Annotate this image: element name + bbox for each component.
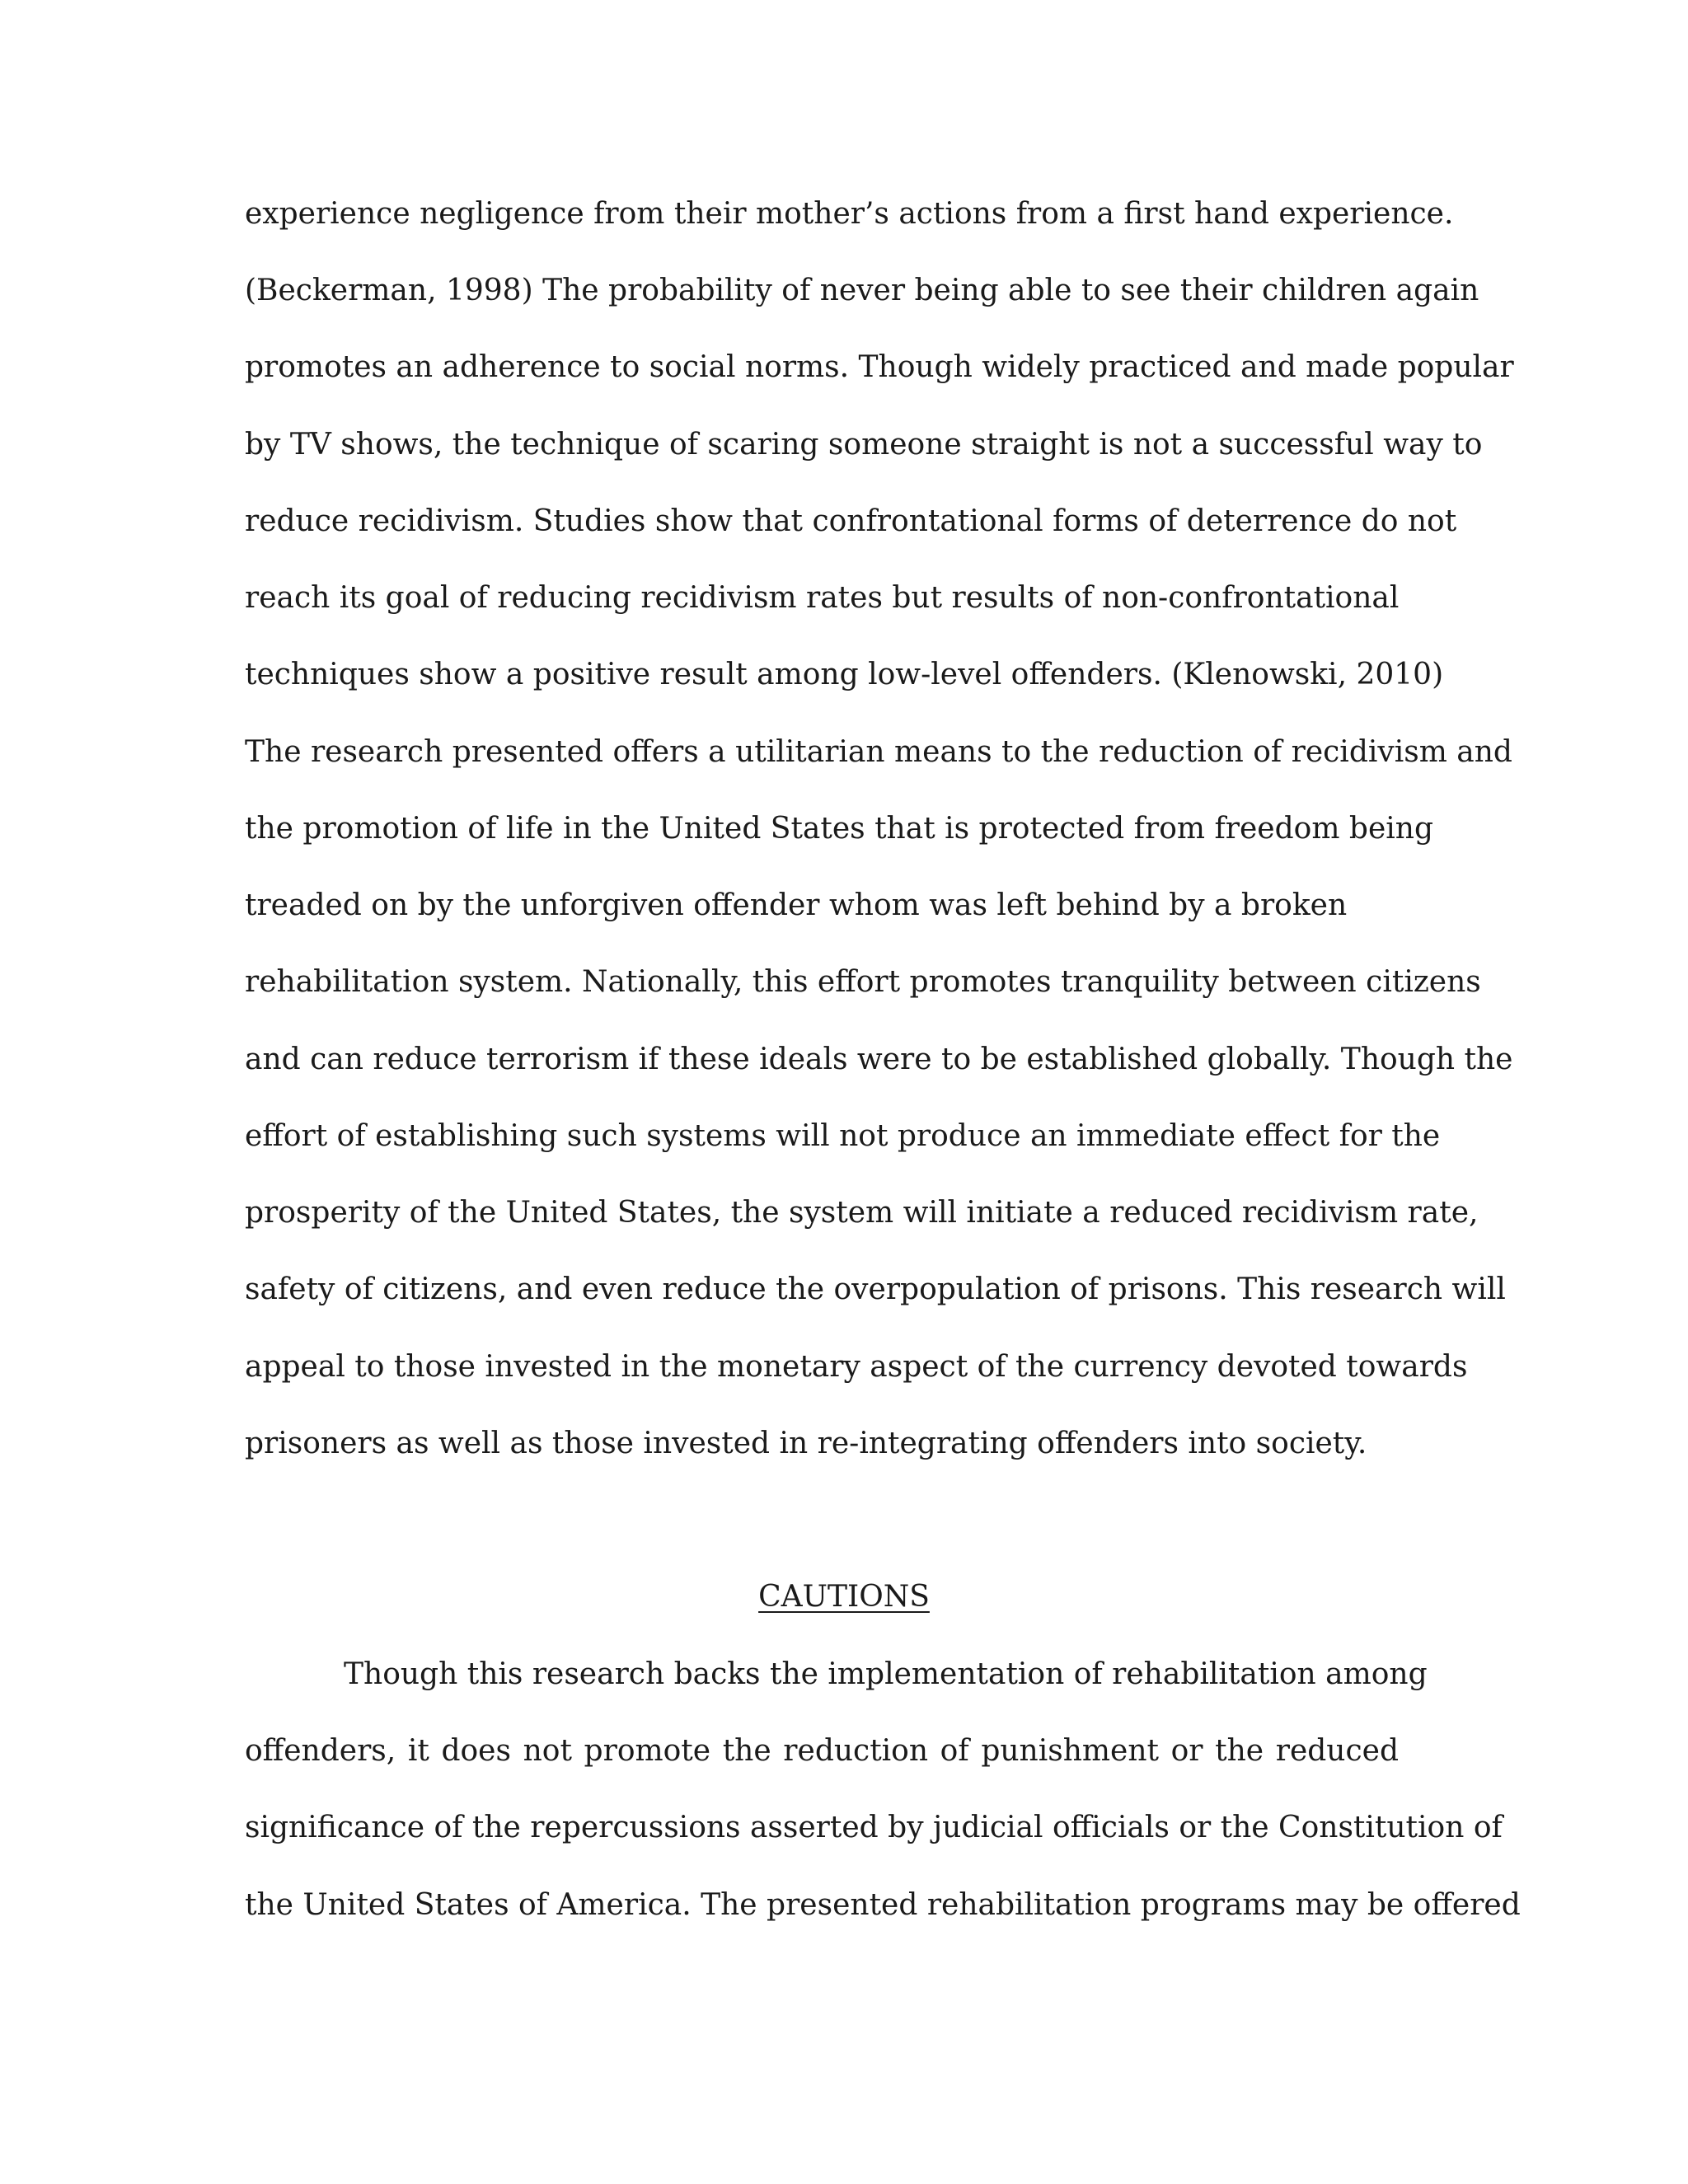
text-line: prosperity of the United States, the system will initiate a reduced recidivism rate,: [245, 1196, 1479, 1230]
text-line: offenders, it does not promote the reduction of punishment or the reduced: [245, 1734, 1399, 1768]
section-heading: [0, 1577, 1688, 1617]
text-line: rehabilitation system. Nationally, this effort promotes tranquility between citizens: [245, 965, 1481, 999]
text-line: significance of the repercussions asserted by judicial officials or the Constitution of: [245, 1811, 1503, 1844]
text-line: and can reduce terrorism if these ideals were to be established globally. Though the: [245, 1043, 1513, 1076]
text-line: treaded on by the unforgiven offender whom was left behind by a broken: [245, 888, 1348, 922]
text-line: prisoners as well as those invested in re-integrating offenders into society.: [245, 1427, 1367, 1460]
text-line: the United States of America. The presented rehabilitation programs may be offered: [245, 1888, 1521, 1922]
text-line: the promotion of life in the United States that is protected from freedom being: [245, 812, 1433, 846]
text-line: promotes an adherence to social norms. Though widely practiced and made popular: [245, 350, 1514, 384]
text-line: appeal to those invested in the monetary aspect of the currency devoted towards: [245, 1350, 1468, 1384]
text-line: (Beckerman, 1998) The probability of never being able to see their children again: [245, 274, 1479, 307]
text-line: reduce recidivism. Studies show that confrontational forms of deterrence do not: [245, 504, 1457, 538]
text-line: techniques show a positive result among low-level offenders. (Klenowski, 2010): [245, 658, 1444, 691]
text-line: Though this research backs the implementation of rehabilitation among: [344, 1657, 1428, 1691]
section-heading-text: CAUTIONS: [758, 1580, 930, 1614]
text-line: The research presented offers a utilitarian means to the reduction of recidivism and: [245, 735, 1512, 769]
text-line: experience negligence from their mother’s actions from a first hand experience.: [245, 197, 1454, 231]
text-line: by TV shows, the technique of scaring someone straight is not a successful way to: [245, 428, 1483, 462]
text-line: reach its goal of reducing recidivism rates but results of non-confrontational: [245, 581, 1400, 615]
text-line: effort of establishing such systems will not produce an immediate effect for the: [245, 1119, 1441, 1153]
text-line: safety of citizens, and even reduce the overpopulation of prisons. This research will: [245, 1272, 1506, 1306]
